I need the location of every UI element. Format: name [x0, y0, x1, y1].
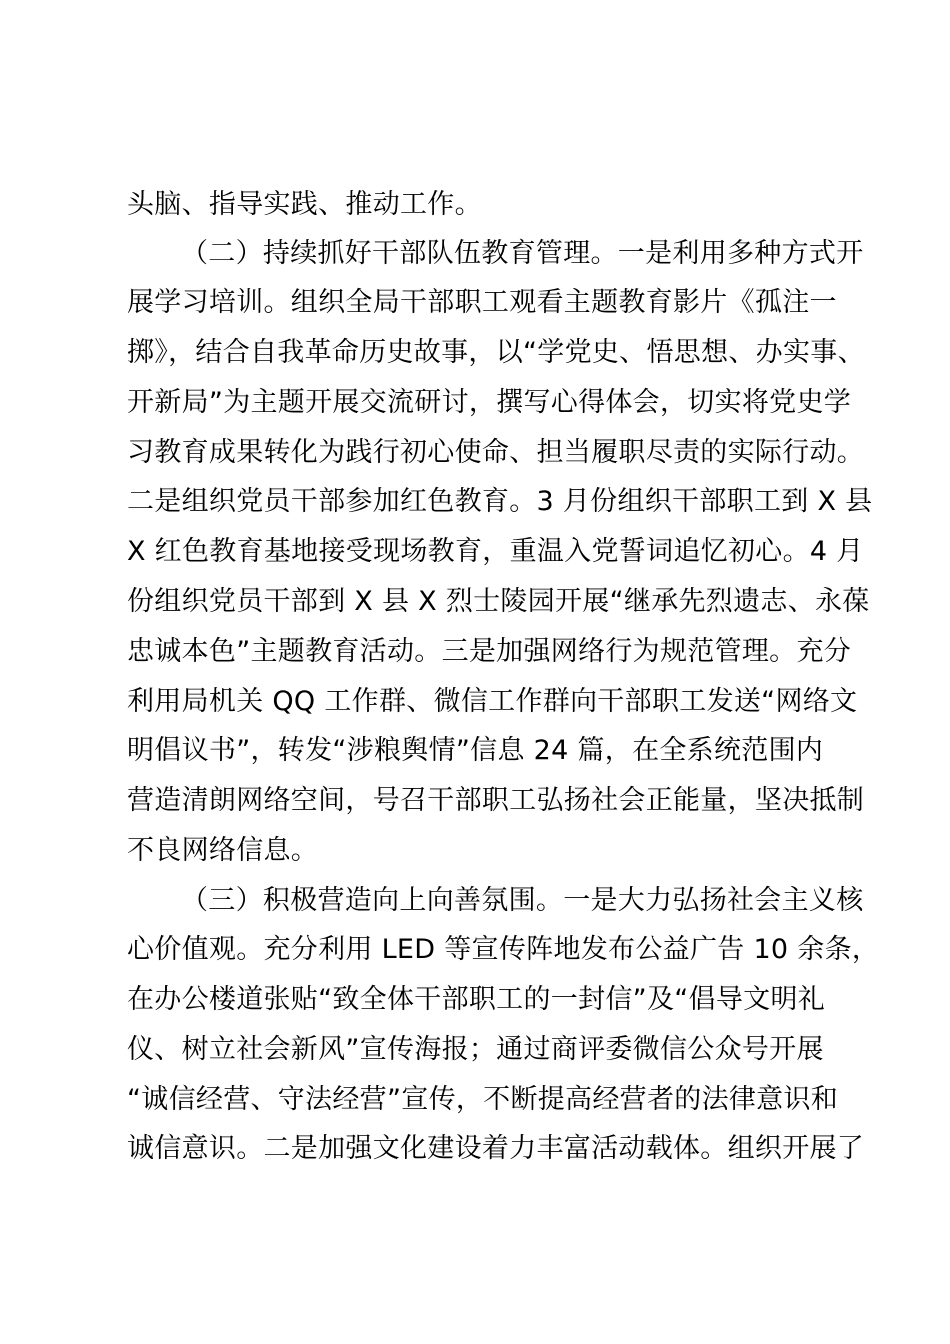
text-line: 掷》，结合自我革命历史故事，以“学党史、悟思想、办实事、: [127, 337, 865, 368]
text-line: 头脑、指导实践、推动工作。: [127, 189, 482, 220]
text-line: 心价值观。充分利用 LED 等宣传阵地发布公益广告 10 余条，: [127, 934, 880, 965]
text-line: 利用局机关 QQ 工作群、微信工作群向干部职工发送“网络文: [127, 686, 858, 717]
text-line: 营造清朗网络空间，号召干部职工弘扬社会正能量，坚决抵制: [127, 785, 865, 816]
text-line: X 红色教育基地接受现场教育，重温入党誓词追忆初心。4 月: [127, 536, 864, 567]
text-line: 忠诚本色”主题教育活动。三是加强网络行为规范管理。充分: [127, 636, 852, 667]
text-line: 不良网络信息。: [127, 835, 319, 866]
paragraph-heading-2: （二）持续抓好干部队伍教育管理。一是利用多种方式开: [181, 238, 864, 269]
text-line: 开新局”为主题开展交流研讨，撰写心得体会，切实将党史学: [127, 387, 852, 418]
text-line: 习教育成果转化为践行初心使命、担当履职尽责的实际行动。: [127, 437, 865, 468]
text-line: 在办公楼道张贴“致全体干部职工的一封信”及“倡导文明礼: [127, 984, 826, 1015]
paragraph-heading-3: （三）积极营造向上向善氛围。一是大力弘扬社会主义核: [181, 885, 864, 916]
text-line: 份组织党员干部到 X 县 X 烈士陵园开展“继承先烈遗志、永葆: [127, 586, 870, 617]
text-line: “诚信经营、守法经营”宣传，不断提高经营者的法律意识和: [127, 1084, 839, 1115]
text-line: 仪、树立社会新风”宣传海报；通过商评委微信公众号开展: [127, 1034, 824, 1065]
text-line: 明倡议书”，转发“涉粮舆情”信息 24 篇，在全系统范围内: [127, 735, 824, 766]
text-line: 诚信意识。二是加强文化建设着力丰富活动载体。组织开展了: [127, 1133, 865, 1164]
text-line: 二是组织党员干部参加红色教育。3 月份组织干部职工到 X 县: [127, 486, 873, 517]
text-line: 展学习培训。组织全局干部职工观看主题教育影片《孤注一: [127, 287, 837, 318]
